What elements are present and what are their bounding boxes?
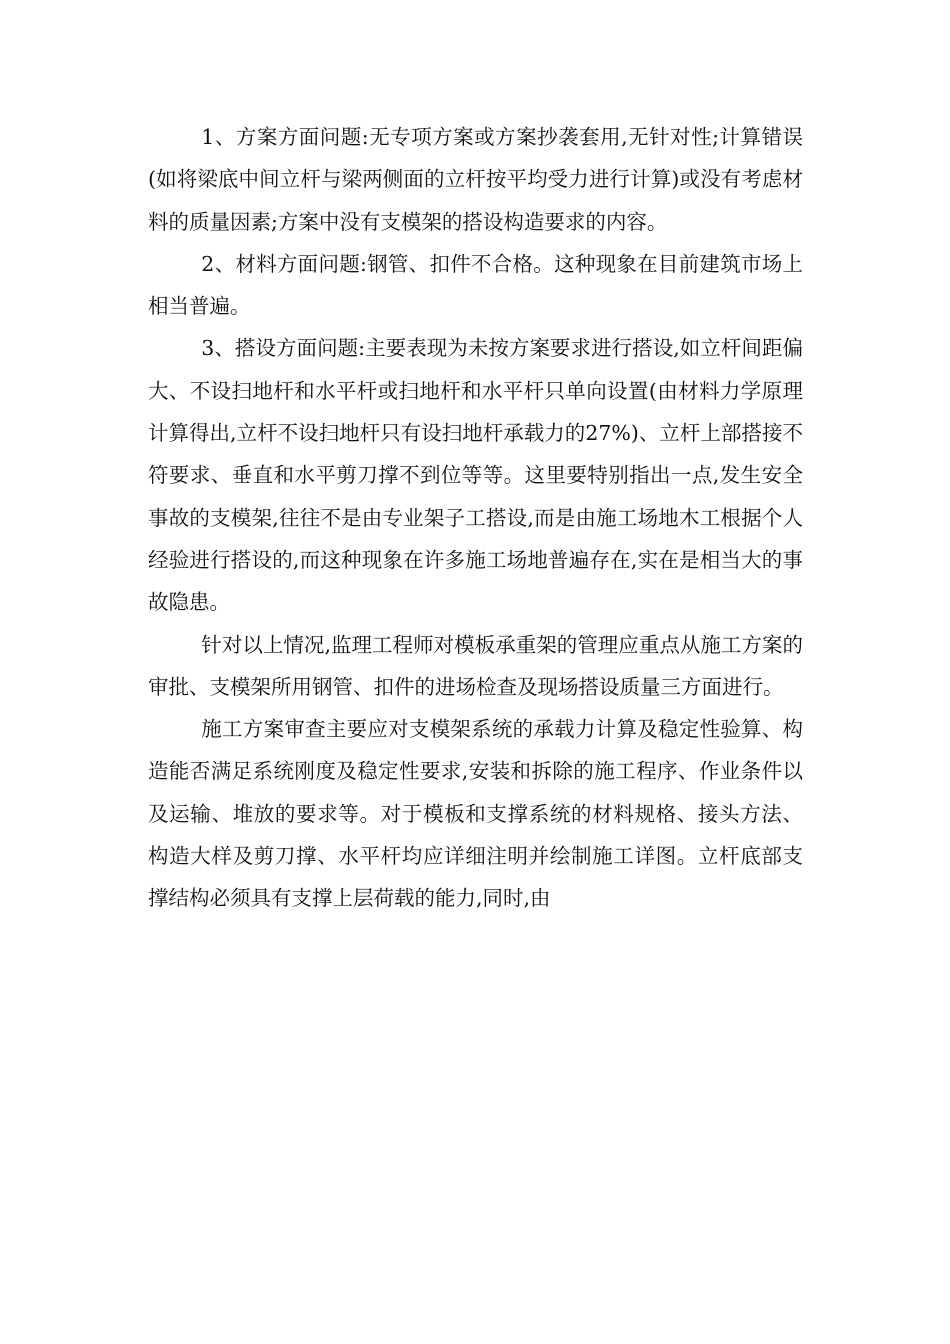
paragraph-erection-issues: 3、搭设方面问题:主要表现为未按方案要求进行搭设,如立杆间距偏大、不设扫地杆和水平杆或扫地杆和水平杆只单向设置(由材料力学原理计算得出,立杆不设扫地杆只有设扫地杆承载力的27%)、立杆上部搭接不符要求、垂直和水平剪刀撑不到位等等。这里要特别指出一点,发生安全事故的支模架,往往不是由专业架子工搭设,而是由施工场地木工根据个人经验进行搭设的,而这种现象在许多施工场地普遍存在,实在是相当大的事故隐患。 (148, 336, 803, 615)
paragraph-supervision-focus: 针对以上情况,监理工程师对模板承重架的管理应重点从施工方案的审批、支模架所用钢管、扣件的进场检查及现场搭设质量三方面进行。 (148, 632, 803, 699)
document-body (148, 116, 803, 920)
paragraph-plan-review: 施工方案审查主要应对支模架系统的承载力计算及稳定性验算、构造能否满足系统刚度及稳定性要求,安装和拆除的施工程序、作业条件以及运输、堆放的要求等。对于模板和支撑系统的材料规格、接头方法、构造大样及剪刀撑、水平杆均应详细注明并绘制施工详图。立杆底部支撑结构必须具有支撑上层荷载的能力,同时,由 (148, 717, 803, 911)
paragraph-scheme-issues: 1、方案方面问题:无专项方案或方案抄袭套用,无针对性;计算错误(如将梁底中间立杆与梁两侧面的立杆按平均受力进行计算)或没有考虑材料的质量因素;方案中没有支模架的搭设构造要求的内容。 (148, 125, 803, 234)
paragraph-material-issues: 2、材料方面问题:钢管、扣件不合格。这种现象在目前建筑市场上相当普遍。 (148, 251, 803, 319)
